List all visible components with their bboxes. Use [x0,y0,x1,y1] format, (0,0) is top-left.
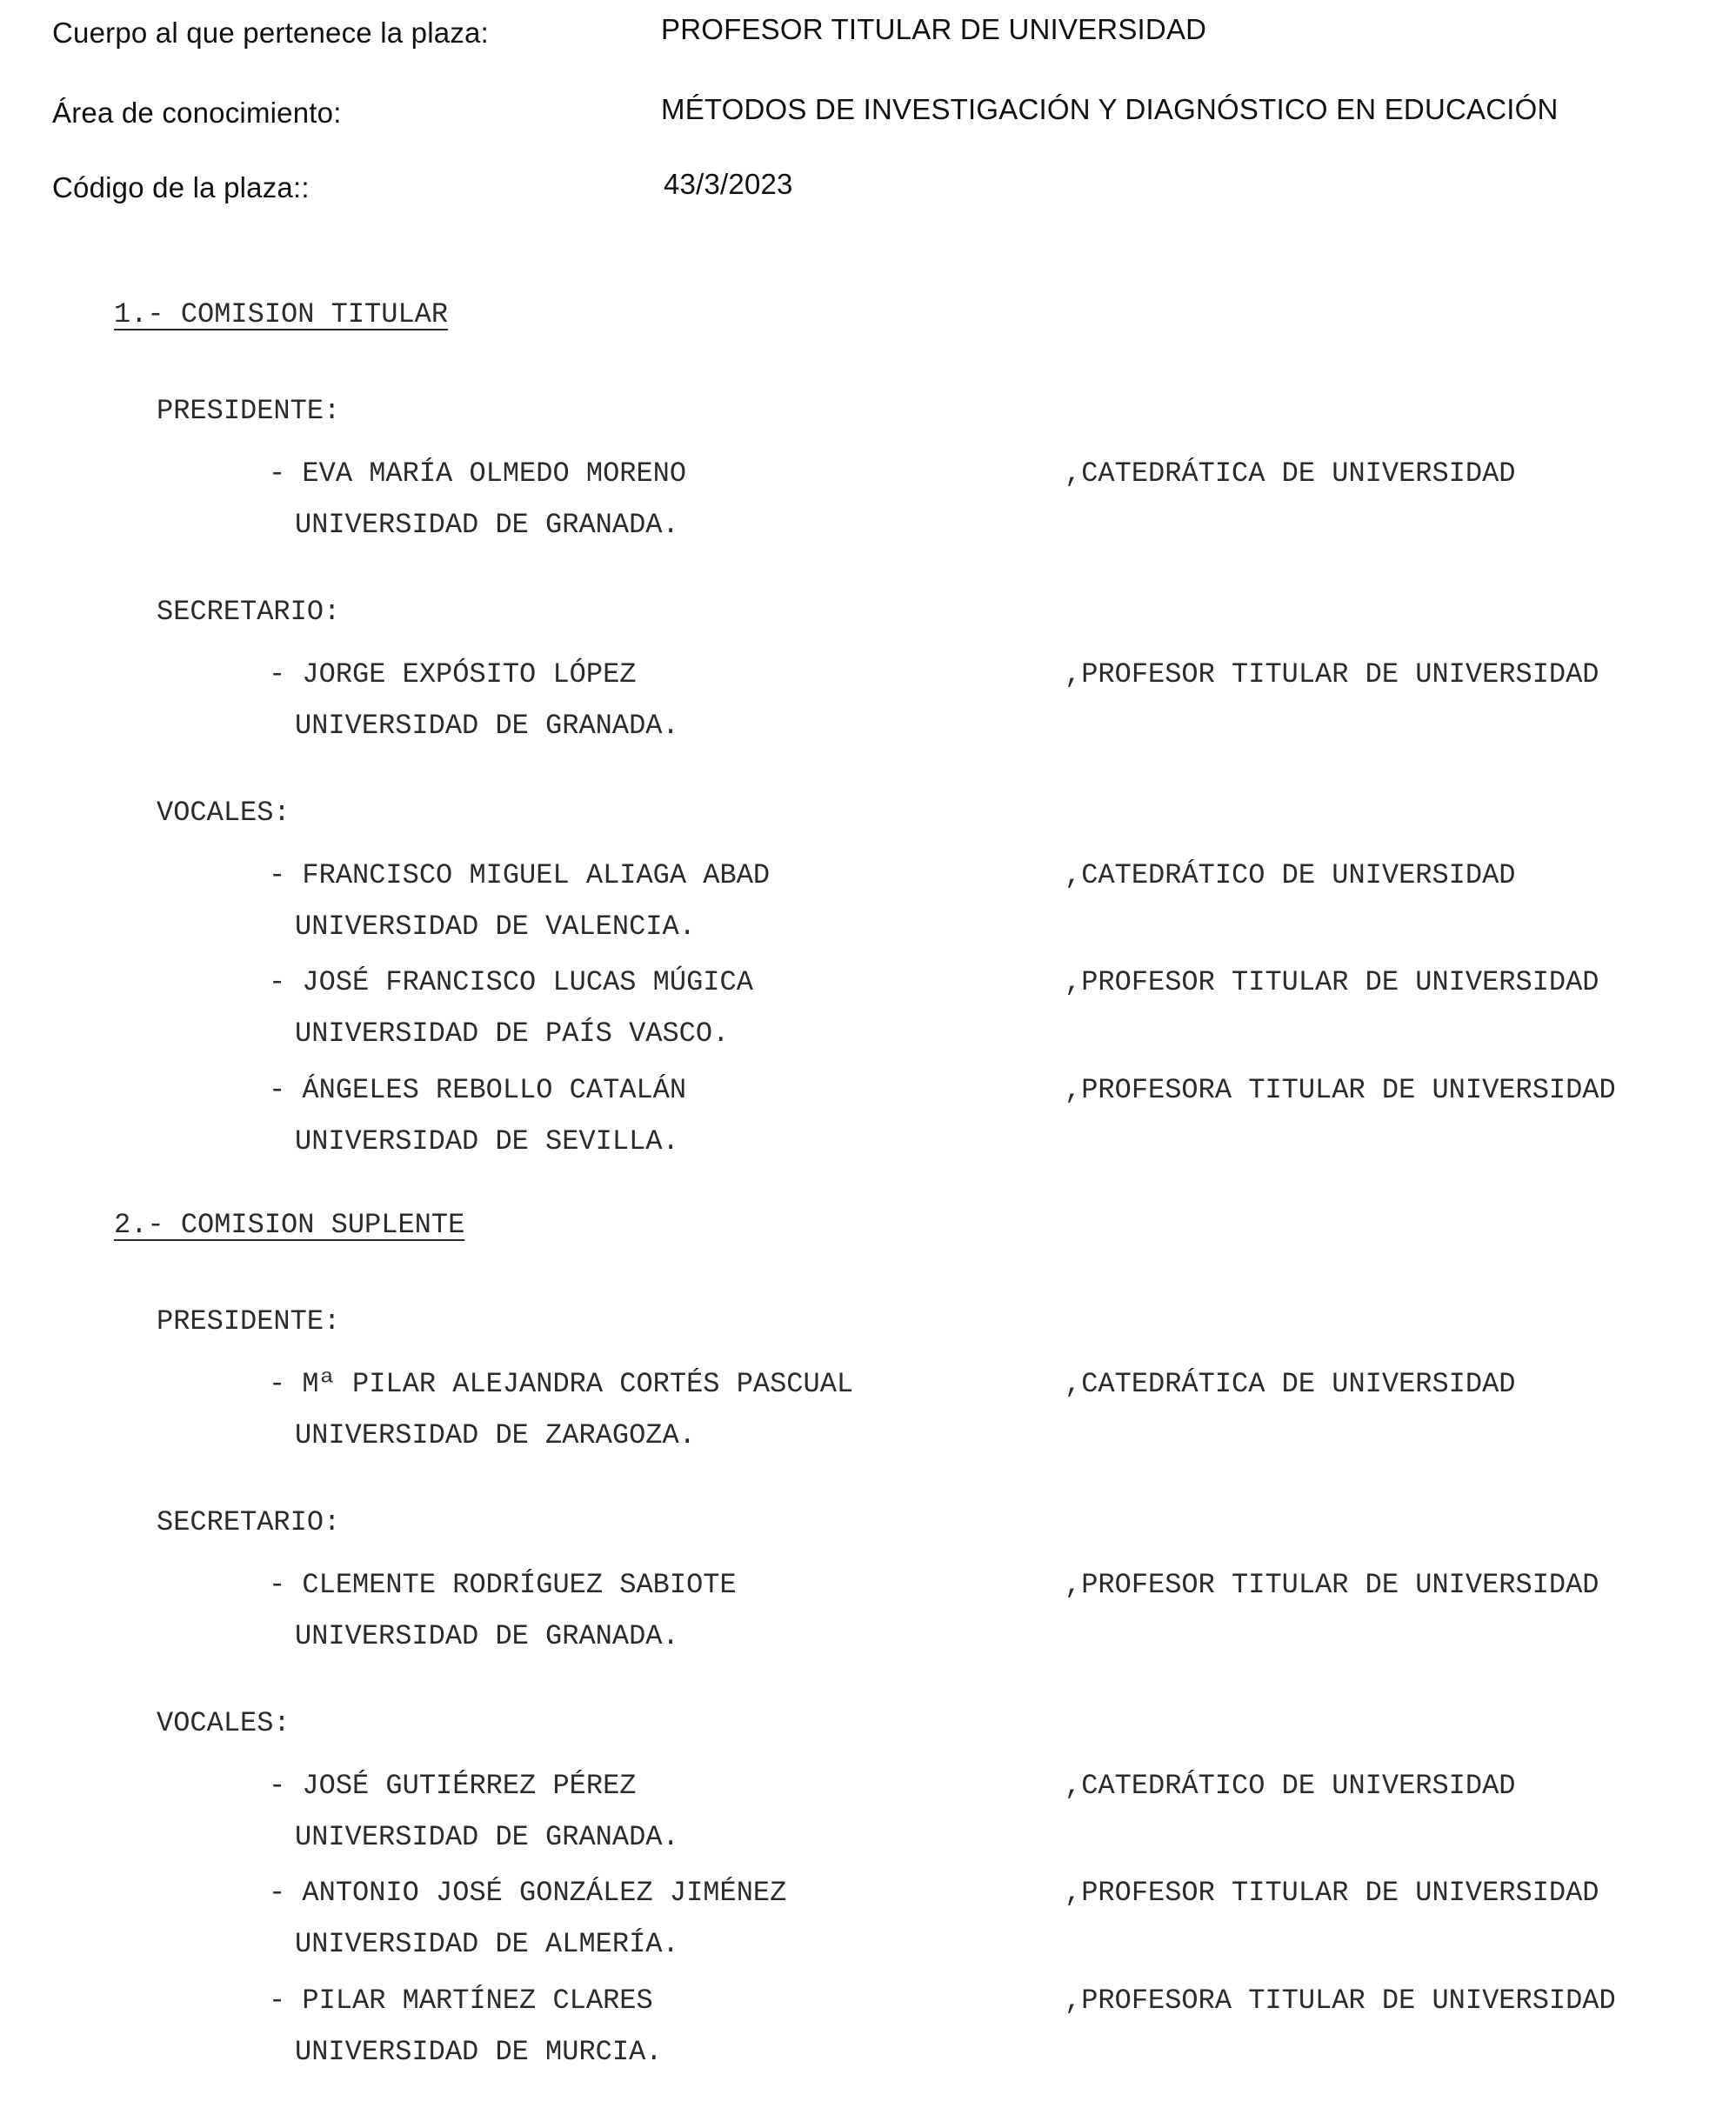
section-heading-suplente: 2.- COMISION SUPLENTE [114,1209,465,1241]
member-university: UNIVERSIDAD DE VALENCIA. [295,911,696,943]
member-role: ,CATEDRÁTICO DE UNIVERSIDAD [1065,1770,1516,1802]
member-role: ,CATEDRÁTICA DE UNIVERSIDAD [1065,1368,1516,1400]
section-heading-titular: 1.- COMISION TITULAR [114,298,449,330]
member-name: - JOSÉ GUTIÉRREZ PÉREZ [269,1770,637,1802]
member-role: ,PROFESOR TITULAR DE UNIVERSIDAD [1065,1569,1599,1601]
secretario-label: SECRETARIO: [157,596,341,628]
member-role: ,PROFESOR TITULAR DE UNIVERSIDAD [1065,966,1599,998]
member-university: UNIVERSIDAD DE MURCIA. [295,2036,663,2068]
member-university: UNIVERSIDAD DE ALMERÍA. [295,1928,679,1960]
member-role: ,PROFESORA TITULAR DE UNIVERSIDAD [1065,1985,1616,2017]
member-university: UNIVERSIDAD DE GRANADA. [295,710,679,742]
member-name: - FRANCISCO MIGUEL ALIAGA ABAD [269,859,771,891]
secretario-label: SECRETARIO: [157,1506,341,1538]
member-role: ,CATEDRÁTICO DE UNIVERSIDAD [1065,859,1516,891]
member-role: ,PROFESOR TITULAR DE UNIVERSIDAD [1065,1877,1599,1909]
member-role: ,PROFESOR TITULAR DE UNIVERSIDAD [1065,658,1599,690]
member-university: UNIVERSIDAD DE PAÍS VASCO. [295,1017,730,1050]
codigo-label: Código de la plaza:: [52,171,310,203]
member-university: UNIVERSIDAD DE SEVILLA. [295,1125,679,1157]
member-name: - JORGE EXPÓSITO LÓPEZ [269,658,637,690]
presidente-label: PRESIDENTE: [157,395,341,427]
member-university: UNIVERSIDAD DE GRANADA. [295,509,679,541]
presidente-label: PRESIDENTE: [157,1305,341,1338]
area-label: Área de conocimiento: [52,97,342,129]
cuerpo-label: Cuerpo al que pertenece la plaza: [52,17,489,49]
codigo-value: 43/3/2023 [664,168,793,200]
member-university: UNIVERSIDAD DE GRANADA. [295,1620,679,1652]
cuerpo-value: PROFESOR TITULAR DE UNIVERSIDAD [661,13,1207,45]
member-name: - JOSÉ FRANCISCO LUCAS MÚGICA [269,966,753,998]
member-name: - Mª PILAR ALEJANDRA CORTÉS PASCUAL [269,1368,854,1400]
member-university: UNIVERSIDAD DE GRANADA. [295,1821,679,1853]
member-role: ,CATEDRÁTICA DE UNIVERSIDAD [1065,457,1516,490]
area-value: MÉTODOS DE INVESTIGACIÓN Y DIAGNÓSTICO EN EDUCACIÓN [661,93,1559,125]
vocales-label: VOCALES: [157,797,290,829]
member-name: - PILAR MARTÍNEZ CLARES [269,1985,653,2017]
vocales-label: VOCALES: [157,1707,290,1739]
member-name: - CLEMENTE RODRÍGUEZ SABIOTE [269,1569,737,1601]
member-name: - ANTONIO JOSÉ GONZÁLEZ JIMÉNEZ [269,1877,787,1909]
member-role: ,PROFESORA TITULAR DE UNIVERSIDAD [1065,1074,1616,1106]
member-name: - EVA MARÍA OLMEDO MORENO [269,457,687,490]
member-name: - ÁNGELES REBOLLO CATALÁN [269,1074,687,1106]
member-university: UNIVERSIDAD DE ZARAGOZA. [295,1419,696,1451]
